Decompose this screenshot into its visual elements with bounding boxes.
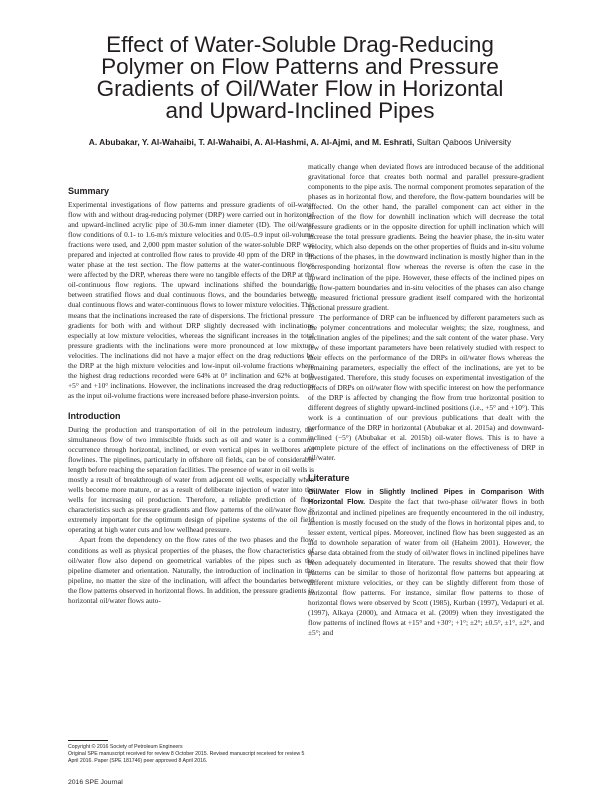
introduction-heading: Introduction: [68, 410, 121, 421]
title-line: Polymer on Flow Patterns and Pressure: [101, 54, 499, 79]
literature-heading: Literature: [308, 473, 350, 484]
copyright-notice: [68, 744, 314, 765]
journal-footer: 2016 SPE Journal: [68, 779, 123, 786]
section-gap: [68, 401, 314, 411]
introduction-paragraph: Apart from the dependency on the flow rates of the two phases and the flow conditions as well as physical properties of the phases, the flow characteristics of oil/water flow also depend on geometrical variables of the pipes such as the pipeline diameter and orientation. Naturally, the introduction of inclination in the pipeline, no matter the size of the inclination, will affect the boundaries between the flow patterns observed in horizontal flows. In addition, the pressure gradients in horizontal oil/water flows auto-: [68, 535, 314, 605]
title-line: and Upward-Inclined Pipes: [165, 98, 435, 123]
left-column: [68, 186, 314, 606]
introduction-paragraph: During the production and transportation of oil in the petroleum industry, the simultaneous flow of two immiscible fluids such as oil and water is a common occurrence through horizontal, inclined, or even vertical pipes in wellbores and flowlines. The pipelines, particularly in offshore oil fields, can be of considerable length before reaching the separation facilities. The presence of water in oil wells is mostly a result of breakthrough of water from adjacent oil wells, especially when wells become more mature, or as a result of deliberate injection of water into the wells for increasing oil production. Therefore, a reliable prediction of flow characteristics such as pressure gradients and flow patterns of the oil/water flow is extremely important for the optimum design of pipeline systems of the oil field operating at high water cuts and low wellhead pressure.: [68, 424, 314, 535]
author-names: A. Abubakar, Y. Al-Wahaibi, T. Al-Wahaibi, A. Al-Hashmi, A. Al-Ajmi, and M. Eshrati,: [88, 137, 415, 147]
title-line: Effect of Water-Soluble Drag-Reducing: [106, 32, 494, 57]
manuscript-history: Original SPE manuscript received for review 8 October 2015. Revised manuscript received for review 5 April 2016. Paper (SPE 181746) peer approved 8 April 2016.: [68, 751, 305, 764]
right-column: [308, 162, 544, 638]
literature-text: Despite the fact that two-phase oil/water flows in both horizontal and inclined pipelines are frequently encountered in the oil industry, attention is mostly focused on the study of the flows in horizontal pipes and, to lesser extent, vertical pipes. Moreover, inclined flow has been suggested as an aid to downhole separation of water from oil (Haheim 2001). However, the sparse data obtained from the study of oil/water flows in inclined pipelines have been adequately documented in literature. The results showed that their flow patterns can be similar to those of horizontal flow patterns but appearing at different mixture velocities, or they can be slightly different from those of horizontal flow patterns. For instance, similar flow patterns to those of horizontal flows were observed by Scott (1985), Kurban (1997), Vedapuri et al. (1997), Alkaya (2000), and Atmaca et al. (2009) when they investigated the flow patterns of inclined flows at +15° and +30°; +1°; ±2°; ±0.5°, ±1°, ±2°, and ±5°; and: [308, 497, 544, 638]
title-line: Gradients of Oil/Water Flow in Horizontal: [96, 76, 504, 101]
author-line: [40, 137, 560, 147]
summary-heading: Summary: [68, 186, 110, 196]
paper-title: [40, 34, 560, 122]
literature-subheading: Oil/Water Flow in Slightly Inclined Pipes in Comparison With Horizontal Flow.: [308, 487, 544, 507]
body-paragraph: The performance of DRP can be influenced by different parameters such as the polymer concentrations and molecular weights; the size, roughness, and inclination angles of the pipelines; and the salt content of the water phase. Very few of these important parameters have been relatively studied with respect to their effects on the performance of the DRPs in oil/water flows whereas the remaining parameters, especially the effect of the inclinations, are yet to be investigated. Therefore, this study focuses on experimental investigation of the effects of DRPs on oil/water flow with specific interest on how the performance of the DRP is affected by changing the flow from true horizontal position to different degrees of slightly upward-inclined positions (i.e., +5° and +10°). This work is a continuation of our previous publications that dealt with the performance of the DRP in horizontal (Abubakar et al. 2015a) and downward-inclined (−5°) (Abubakar et al. 2015b) oil-water flows. This is to have a complete picture of the effect of inclinations on the effectiveness of DRP in oil/water.: [308, 312, 544, 463]
body-paragraph: matically change when deviated flows are introduced because of the additional gravitational force that creates both normal and parallel pressure-gradient components to the pipe axis. The normal component promotes separation of the phases as in horizontal flow, and therefore, the flow-pattern boundaries will be affected. On the other hand, the parallel component can act either in the direction of the flow for downhill inclination which will decrease the total pressure gradients or in the opposite direction for uphill inclination which will increase the total pressure gradients. Being the heavier phase, the in-situ water velocity, which also depends on the other properties of fluids and in-situ volume fractions of the phases, in the downward inclination is mostly higher than in the corresponding horizontal flow whereas the reverse is often the case in the upward inclination of the pipe. However, these effects of the inclined pipes on the flow-pattern boundaries and in-situ velocities of the phases can also change the measured frictional pressure gradient itself compared with the horizontal frictional pressure gradient.: [308, 162, 544, 312]
copyright-line: Copyright © 2016 Society of Petroleum Engineers: [68, 744, 183, 750]
literature-paragraph: [308, 487, 544, 638]
footnote-divider: [68, 740, 108, 741]
author-affiliation: Sultan Qaboos University: [416, 137, 512, 147]
section-gap: [308, 463, 544, 473]
summary-paragraph: Experimental investigations of flow patterns and pressure gradients of oil-water flow with and without drag-reducing polymer (DRP) were carried out in horizontal and upward-inclined acrylic pipe of 30.6-mm inner diameter (ID). The oil/water flow conditions of 0.1- to 1.6-m/s mixture velocities and 0.05–0.9 input oil-volume fractions were used, and 2,000 ppm master solution of the water-soluble DRP was prepared and injected at controlled flow rates to provide 40 ppm of the DRP in the water phase at the test section. The flow patterns at the water-continuous flows were affected by the DRP, whereas there were no tangible effects of the DRP at the oil-continuous flow regions. The upward inclinations shifted the boundaries between stratified flows and dual continuous flows, and the boundaries between dual continuous flows and water-continuous flows to lower mixture velocities. This means that the inclinations increased the rate of dispersions. The frictional pressure gradients for both with and without DRP slightly decreased with inclinations especially at low mixture velocities, whereas the significant increases in the total pressure gradients with the inclinations were more pronounced at low mixture velocities. The inclinations did not have a major effect on the drag reductions by the DRP at the high mixture velocities and low-input oil-volume fractions where the highest drag reductions recorded were 64% at 0° inclination and 62% at both +5° and +10° inclinations. However, the inclinations increased the drag reductions as the input oil-volume fractions were increased before phase-inversion points.: [68, 200, 314, 400]
